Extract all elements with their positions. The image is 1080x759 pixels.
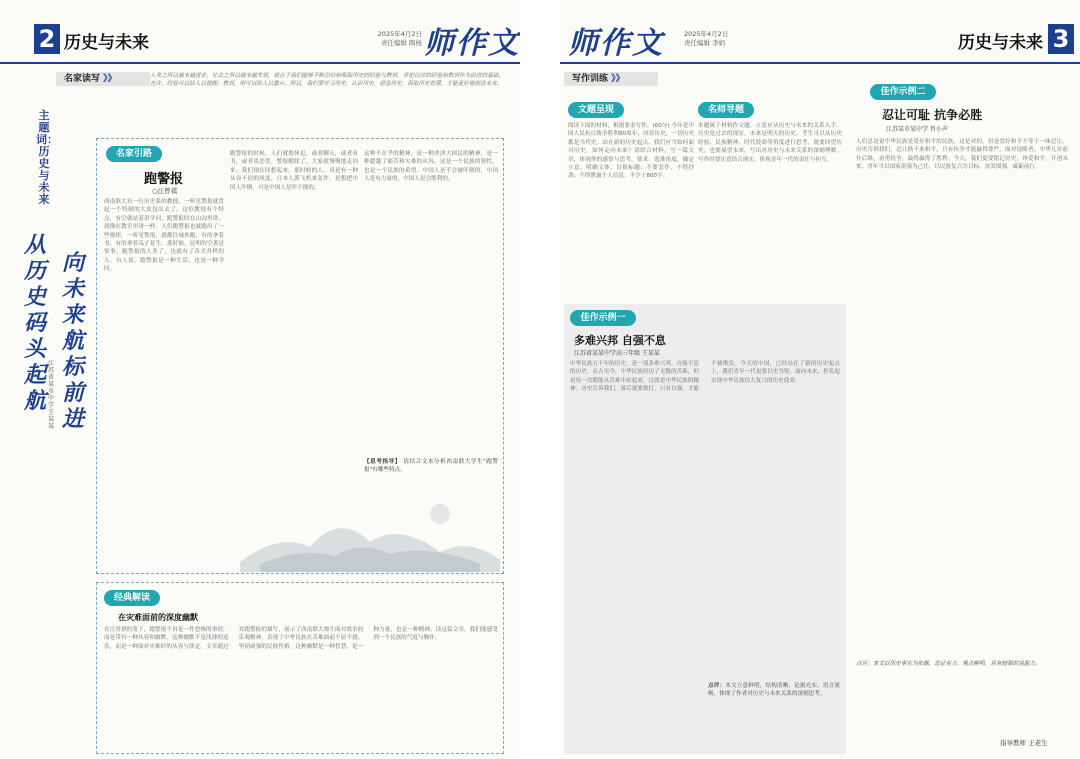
tag-example1: 佳作示例一	[570, 310, 636, 326]
guide-text: 本题属于材料作文题，立意应从历史与未来的关系入手。历史是过去的现实，未来是明天的历史。考生可以从历史经验、民族精神、时代使命等角度进行思考，既要回望历史，也要展望未来，写出对历史与未来关系的深刻理解。写作时要注意结合现实，体现青年一代的责任与担当。	[698, 123, 842, 163]
example1-title: 多难兴邦 自强不息	[574, 334, 666, 347]
example1-comment: 点评：本文立意鲜明，结构清晰，论据充实，语言流畅，体现了作者对历史与未来关系的深刻思考。	[708, 683, 840, 698]
tag-guide: 名师导题	[698, 102, 754, 118]
slogan-left-2: 向未来航标前进	[61, 250, 84, 432]
slogan-left-1: 从历史码头起航	[23, 232, 46, 414]
reading-note: 【思考指导】 请结合文本分析西南联大学生"跑警报"有哪些特点。	[364, 459, 498, 474]
example2-title: 忍让可耻 抗争必胜	[882, 108, 983, 122]
right-section-title: 历史与未来	[958, 33, 1043, 53]
example2-author: 江苏某市某中学 肖小声	[886, 126, 948, 133]
tag-example2: 佳作示例二	[870, 84, 936, 100]
example2-text: 人们总是说中华民族是爱好和平的民族，这是对的。但是爱好和平不等于一味忍让。历史告诉我们，忍让换不来和平，只有抗争才能赢得尊严。面对侵略者，中华儿女前仆后继，奋勇抗争，最终赢得了胜利。今天，我们更要铭记历史，珍爱和平，开创未来。青年当以国家富强为己任，以民族复兴为目标，奋发图强，砥砺前行。	[856, 139, 1068, 171]
left-brand: 师作文	[424, 26, 520, 61]
left-page	[0, 0, 520, 759]
right-page-number: 3	[1048, 24, 1074, 54]
article1-author: ○汪曾祺	[152, 187, 178, 195]
right-column-title: 写作训练 》》	[572, 74, 625, 84]
left-header-rule	[0, 62, 520, 64]
tag-prompt: 文题呈现	[568, 102, 624, 118]
left-page-number: 2	[34, 24, 60, 54]
tag-classic: 经典解读	[104, 590, 160, 606]
right-brand: 师作文	[568, 26, 664, 61]
theme-label: 主题词：历史与未来	[36, 109, 58, 206]
left-column-title: 名家读写 》》	[64, 74, 117, 84]
article1-title: 跑警报	[144, 172, 184, 187]
article1-column-3: 这种不在乎的精神，是一种泱泱大国民的精神，是一种超越了痛苦和灾难的从容。这是一个民族的韧性，也是一个民族的希望。中国人是不会被吓倒的，中国人是有力量的，中国人是会胜利的。	[364, 151, 498, 183]
right-issue-info: 2025年4月2日 责任编辑 李娟	[684, 30, 729, 47]
article2-title: 在灾难面前的深度幽默	[118, 613, 198, 622]
article1-column-1: 西南联大有一位历史系的教授，一听见警报就背起一个特制的大皮包出去了。这位教授有个特点，有空就站着讲学问，跑警报时在山沟里讲，就像在教室里讲一样。人们跑警报也就跑出了一些规律。一听见警报，就都往城外跑，有的拿着书，有的拿着瓜子花生。那时候，昆明的空袭是常事，跑警报的人多了，也就有了各式各样的人。有人说，跑警报是一种生活，也是一种学问。	[104, 199, 224, 273]
article2-text: 在汪曾祺的笔下，跑警报不再是一件恐怖的事情，而是带有一种从容和幽默。这种幽默不是浅薄的逗乐，而是一种面对灾难时的从容与淡定。文章通过对跑警报的描写，展示了西南联大师生面对战争的乐观精神，表现了中华民族在苦难面前不屈不挠、坚韧顽强的民族性格。这种幽默是一种智慧，是一种力量，也是一种精神。读这篇文章，我们能感受到一个民族的气度与胸怀。	[104, 627, 498, 650]
tag-famous: 名家引路	[106, 146, 162, 162]
left-intro: 人类之所以越来越进步，社会之所以越来越发展，就在于我们能够不断总结和吸取历史的经验与教训，并把以往的经验和教训作为前进的基础。也许，经验可以给人以提醒；教训，则可以给人以警示。所以，我们要学习历史，认识历史，借鉴历史，汲取历史智慧，才能更好地创造未来。	[150, 73, 504, 88]
right-header-rule	[560, 62, 1080, 64]
example2-comment: 点评：本文以历史事实为依据，论证有力，观点鲜明，具有较强的说服力。	[856, 661, 1041, 667]
author-vertical: 江苏省某市中学 王某某	[47, 360, 54, 430]
prompt-text: 阅读下面的材料，根据要求写作。(60分) 今年是中国人民抗日战争胜利80周年，回首历史，一切历史都是当代史。站在新的历史起点，我们应当如何面对历史，如何走向未来？请结合材料，写一篇文章，体现你的感悟与思考。要求：选准角度，确定立意，明确文体，自拟标题；不要套作，不得抄袭；不得泄露个人信息；不少于800字。	[568, 123, 694, 180]
left-section-title: 历史与未来	[64, 33, 149, 53]
example1-author: 江苏省某某中学高三年级 王某某	[574, 350, 660, 357]
right-header	[560, 18, 1080, 70]
article1-column-2: 跑警报的时候，人们就地休息，或者聊天，或者看书，或者谈恋爱。警报解除了，大家就慢慢地走回来。我们现在回想起来，那时候的人，真是有一种从容不迫的风度。日本人派飞机来轰炸，是想把中国人吓倒，可是中国人是吓不倒的。	[230, 151, 358, 191]
teacher-credit: 指导教师 王老生	[1000, 739, 1048, 747]
right-page	[560, 0, 1080, 759]
left-issue-info: 2025年4月2日 责任编辑 陶杨	[377, 30, 422, 47]
example1-text: 中华民族五千年的历史，是一部多难兴邦、自强不息的历史。从古至今，中华民族经历了无数的苦难，但是每一次都能从苦难中站起来，这就是中华民族的精神。历史告诉我们，落后就要挨打，只有自强，才能不被欺负。今天的中国，已经站在了新的历史起点上，我们青年一代更要以史为鉴，面向未来，担负起实现中华民族伟大复兴的历史使命。	[570, 361, 840, 393]
left-header	[0, 18, 520, 70]
ink-mountain-illustration	[240, 492, 500, 572]
